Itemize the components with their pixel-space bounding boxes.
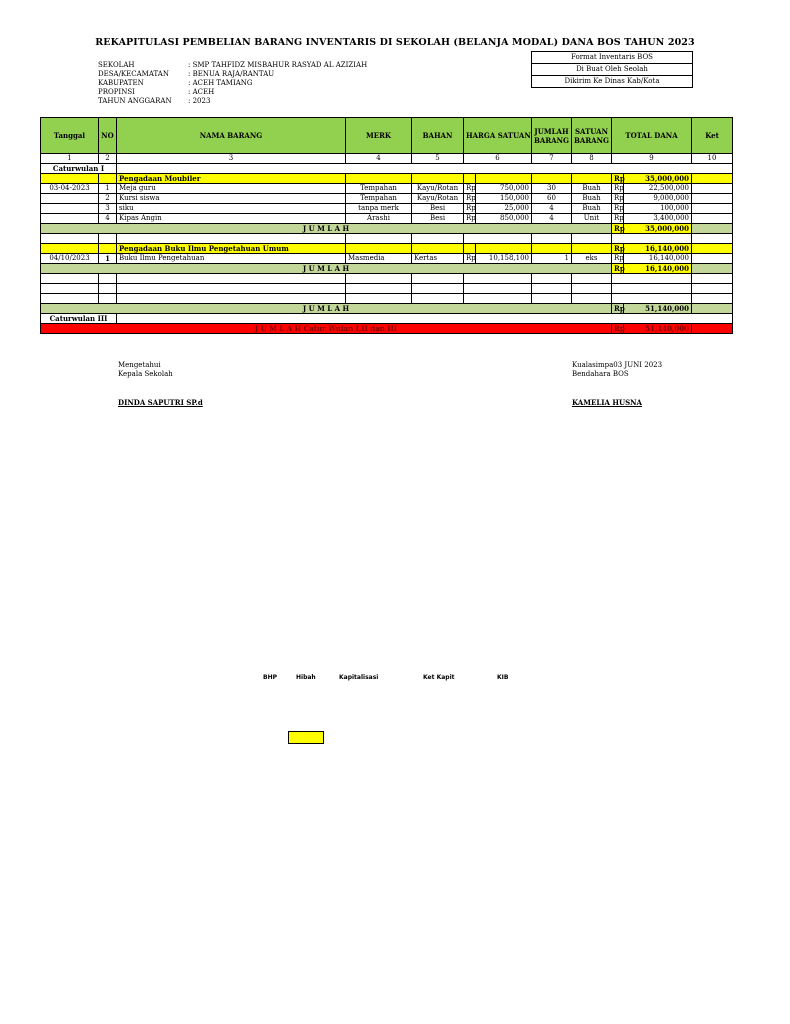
cell-harga: 10,158,100 — [476, 254, 532, 264]
cell-nama: Buku Ilmu Pengetahuan — [117, 254, 346, 264]
cell-satuan: Buah — [572, 194, 612, 204]
table-row — [41, 214, 733, 224]
group-label: Pengadaan Buku Ilmu Pengetahuan Umum — [117, 244, 346, 254]
cell-harga: 25,000 — [476, 204, 532, 214]
cell-nama: siku — [117, 204, 346, 214]
section-label: Caturwulan III — [41, 314, 117, 324]
cell-tanggal — [41, 214, 99, 224]
cell-total: 3,400,000 — [624, 214, 692, 224]
info-value: : SMP TAHFIDZ MISBAHUR RASYAD AL AZIZIAH — [188, 61, 368, 69]
info-key: PROPINSI — [98, 88, 135, 96]
cell-satuan: eks — [572, 254, 612, 264]
rp-label: Rp — [612, 224, 624, 234]
cell-nama: Meja guru — [117, 184, 346, 194]
cell-rp: Rp — [464, 214, 476, 224]
cell-tanggal: 04/10/2023 — [41, 254, 99, 264]
grand-total-label: J U M L A H Catur Wulan I,II dan III — [41, 324, 612, 334]
cell-no: 1 — [99, 184, 117, 194]
grand-total-row — [41, 324, 733, 334]
info-value: : ACEH — [188, 88, 215, 96]
cell-harga: 750,000 — [476, 184, 532, 194]
cell-no: 1 — [99, 254, 117, 264]
inventory-table — [40, 117, 733, 334]
group-row — [41, 244, 733, 254]
highlight-cell — [288, 731, 324, 744]
cell-jumlah: 60 — [532, 194, 572, 204]
info-value: : ACEH TAMIANG — [188, 79, 253, 87]
subtotal-value: 51,140,000 — [624, 304, 692, 314]
col-header: NAMA BARANG — [117, 118, 346, 154]
cell-rp: Rp — [464, 254, 476, 264]
format-box-line: Dikirim Ke Dinas Kab/Kota — [564, 77, 660, 85]
col-number: 10 — [692, 154, 733, 164]
school-info — [98, 61, 367, 106]
col-number: 6 — [464, 154, 532, 164]
spacer-row — [41, 284, 733, 294]
spacer-row — [41, 234, 733, 244]
col-header: SATUAN BARANG — [572, 118, 612, 154]
table-row — [41, 204, 733, 214]
format-box — [531, 51, 693, 88]
cell-merk: Masmedia — [346, 254, 412, 264]
col-number: 9 — [612, 154, 692, 164]
document-title: REKAPITULASI PEMBELIAN BARANG INVENTARIS DI SEKOLAH (BELANJA MODAL) DANA BOS TAHUN 2023 — [95, 37, 695, 48]
col-header: NO — [99, 118, 117, 154]
cell-satuan: Buah — [572, 184, 612, 194]
cell-satuan: Unit — [572, 214, 612, 224]
cell-nama: Kursi siswa — [117, 194, 346, 204]
jumlah-label: J U M L A H — [41, 264, 612, 274]
table-row — [41, 254, 733, 264]
col-number: 5 — [412, 154, 464, 164]
col-header: MERK — [346, 118, 412, 154]
jumlah-label: J U M L A H — [41, 304, 612, 314]
cell-rp: Rp — [612, 204, 624, 214]
group-label: Pengadaan Moubiler — [117, 174, 346, 184]
subtotal-row — [41, 304, 733, 314]
group-total: 35,000,000 — [624, 174, 692, 184]
section-label-row — [41, 164, 733, 174]
info-value: : BENUA RAJA/RANTAU — [188, 70, 275, 78]
legend-label: Kapitalisasi — [339, 674, 379, 681]
legend-label: BHP — [263, 674, 277, 681]
cell-no: 4 — [99, 214, 117, 224]
info-key: SEKOLAH — [98, 61, 135, 69]
spacer-row — [41, 274, 733, 284]
cell-merk: Tempahan — [346, 194, 412, 204]
cell-rp: Rp — [464, 194, 476, 204]
subtotal-value: 16,140,000 — [624, 264, 692, 274]
col-header: Tanggal — [41, 118, 99, 154]
rp-label: Rp — [612, 244, 624, 254]
cell-tanggal — [41, 194, 99, 204]
info-value: : 2023 — [188, 97, 211, 105]
cell-bahan: Kertas — [412, 254, 464, 264]
cell-merk: Tempahan — [346, 184, 412, 194]
rp-label: Rp — [612, 174, 624, 184]
header-row — [41, 118, 733, 154]
cell-total: 22,500,000 — [624, 184, 692, 194]
group-total: 16,140,000 — [624, 244, 692, 254]
col-header: Ket — [692, 118, 733, 154]
cell-total: 16,140,000 — [624, 254, 692, 264]
cell-harga: 850,000 — [476, 214, 532, 224]
spacer-row — [41, 294, 733, 304]
cell-rp: Rp — [612, 194, 624, 204]
subtotal-value: 35,000,000 — [624, 224, 692, 234]
cell-tanggal — [41, 204, 99, 214]
format-box-line: Di Buat Oleh Seolah — [532, 64, 692, 76]
format-box-line: Format Inventaris BOS — [532, 52, 692, 64]
cell-bahan: Kayu/Rotan — [412, 194, 464, 204]
table-row — [41, 194, 733, 204]
rp-label: Rp — [612, 304, 624, 314]
cell-tanggal: 03-04-2023 — [41, 184, 99, 194]
sign-line: Kepala Sekolah — [118, 370, 173, 378]
col-number: 8 — [572, 154, 612, 164]
cell-bahan: Besi — [412, 214, 464, 224]
number-row — [41, 154, 733, 164]
cell-rp: Rp — [464, 204, 476, 214]
sign-line: Kualasimpa03 JUNI 2023 — [572, 361, 663, 369]
col-number: 1 — [41, 154, 99, 164]
subtotal-row — [41, 224, 733, 234]
cell-no: 3 — [99, 204, 117, 214]
cell-jumlah: 30 — [532, 184, 572, 194]
cell-total: 9,000,000 — [624, 194, 692, 204]
col-number: 3 — [117, 154, 346, 164]
cell-merk: Arashi — [346, 214, 412, 224]
signature-left — [118, 361, 203, 407]
cell-rp: Rp — [612, 214, 624, 224]
jumlah-label: J U M L A H — [41, 224, 612, 234]
cell-no: 2 — [99, 194, 117, 204]
group-row — [41, 174, 733, 184]
info-key: TAHUN ANGGARAN — [98, 97, 172, 105]
cell-jumlah: 4 — [532, 204, 572, 214]
section-label-row — [41, 314, 733, 324]
col-header: JUMLAH BARANG — [532, 118, 572, 154]
legend-label: Ket Kapit — [423, 674, 455, 681]
cell-rp: Rp — [612, 254, 624, 264]
col-header: TOTAL DANA — [612, 118, 692, 154]
legend-label: Hibah — [296, 674, 316, 681]
col-header: BAHAN — [412, 118, 464, 154]
col-number: 7 — [532, 154, 572, 164]
rp-label: Rp — [612, 324, 624, 334]
grand-total-value: 51,140,000 — [624, 324, 692, 334]
col-number: 4 — [346, 154, 412, 164]
legend-label: KIB — [497, 674, 509, 681]
cell-bahan: Kayu/Rotan — [412, 184, 464, 194]
signer-name: DINDA SAPUTRI SP.d — [118, 398, 203, 407]
col-header: HARGA SATUAN — [464, 118, 532, 154]
cell-jumlah: 1 — [532, 254, 572, 264]
cell-bahan: Besi — [412, 204, 464, 214]
signer-name: KAMELIA HUSNA — [572, 398, 642, 407]
cell-harga: 150,000 — [476, 194, 532, 204]
col-number: 2 — [99, 154, 117, 164]
sign-line: Mengetahui — [118, 361, 161, 369]
cell-jumlah: 4 — [532, 214, 572, 224]
info-key: KABUPATEN — [98, 79, 144, 87]
cell-rp: Rp — [612, 184, 624, 194]
subtotal-row — [41, 264, 733, 274]
cell-total: 100,000 — [624, 204, 692, 214]
section-label: Caturwulan I — [41, 164, 117, 174]
signature-right — [572, 361, 662, 407]
cell-satuan: Buah — [572, 204, 612, 214]
sign-line: Bendahara BOS — [572, 370, 629, 378]
info-key: DESA/KECAMATAN — [98, 70, 169, 78]
table-row — [41, 184, 733, 194]
rp-label: Rp — [612, 264, 624, 274]
cell-nama: Kipas Angin — [117, 214, 346, 224]
cell-merk: tanpa merk — [346, 204, 412, 214]
cell-rp: Rp — [464, 184, 476, 194]
